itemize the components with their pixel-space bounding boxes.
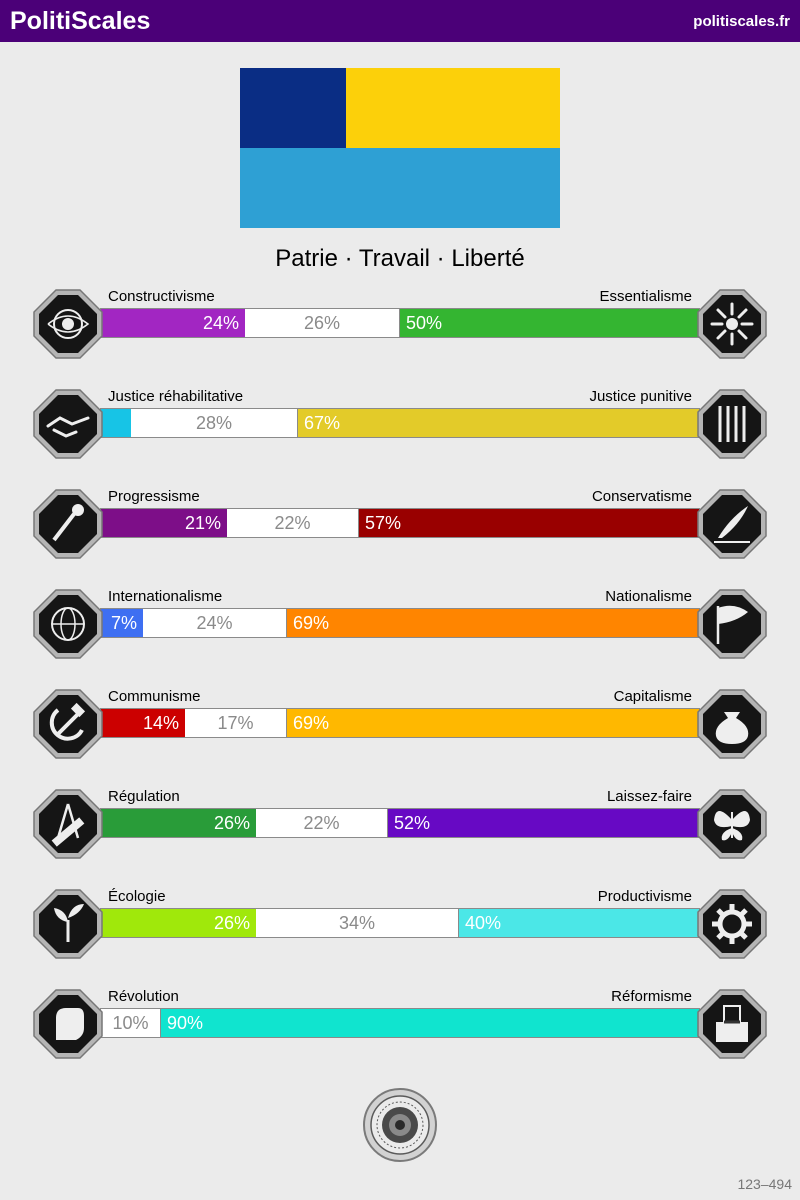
axis-bar [100,1008,700,1038]
axis-left-label: Constructivisme [108,288,215,305]
axis-row [0,788,800,868]
brand-title[interactable]: PolitiScales [10,7,151,35]
axis-row [0,688,800,768]
axis-bar [100,408,700,438]
result-motto: Patrie · Travail · Liberté [275,245,525,272]
axis-bar [100,908,700,938]
gear-icon[interactable] [696,888,768,960]
hammer-sickle-icon[interactable] [32,688,104,760]
result-flag [240,68,560,228]
axis-right-segment: 50% [400,309,699,337]
axis-neutral-segment: 10% [101,1009,161,1037]
axis-neutral-segment: 17% [185,709,287,737]
axis-right-segment: 40% [459,909,699,937]
axis-left-segment: 21% [101,509,227,537]
axis-right-label: Capitalisme [613,688,692,705]
axis-row [0,288,800,368]
ballot-box-icon[interactable] [696,988,768,1060]
butterfly-icon[interactable] [696,788,768,860]
axis-left-label: Justice réhabilitative [108,388,244,405]
axis-neutral-segment: 24% [143,609,287,637]
axis-bar [100,508,700,538]
seal-icon [362,1087,438,1163]
fist-icon[interactable] [32,988,104,1060]
axis-neutral-segment: 28% [131,409,298,437]
money-bag-icon[interactable] [696,688,768,760]
axis-right-label: Justice punitive [589,388,692,405]
ruler-compass-icon[interactable] [32,788,104,860]
result-code: 123–494 [737,1176,792,1192]
axis-left-segment: 26% [101,809,256,837]
flag-bottom-block [240,148,560,228]
axis-left-label: Régulation [108,788,180,805]
axis-left-segment: 24% [101,309,245,337]
flag-top-left-block [240,68,346,148]
axis-left-segment: 26% [101,909,256,937]
flower-icon[interactable] [696,288,768,360]
axis-left-label: Internationalisme [108,588,223,605]
axis-right-segment: 90% [161,1009,699,1037]
axis-right-label: Réformisme [611,988,692,1005]
axis-right-label: Productivisme [597,888,692,905]
axis-bar [100,308,700,338]
axis-neutral-segment: 26% [245,309,400,337]
axis-left-label: Communisme [108,688,201,705]
eye-icon[interactable] [32,288,104,360]
axis-left-label: Révolution [108,988,179,1005]
axis-right-label: Conservatisme [591,488,692,505]
axis-row [0,588,800,668]
axis-neutral-segment: 22% [227,509,359,537]
axis-left-segment: 7% [101,609,143,637]
axis-right-segment: 69% [287,709,699,737]
torch-icon[interactable] [32,488,104,560]
axis-row [0,488,800,568]
axis-right-segment: 52% [388,809,699,837]
axis-right-segment: 67% [298,409,699,437]
axis-left-label: Progressisme [108,488,200,505]
top-bar [0,0,800,42]
flag-top-right-block [346,68,560,148]
axis-neutral-segment: 22% [256,809,388,837]
site-link[interactable]: politiscales.fr [693,13,790,30]
axis-neutral-segment: 34% [256,909,459,937]
axis-left-label: Écologie [108,888,166,905]
axis-right-label: Nationalisme [605,588,692,605]
axis-bar [100,708,700,738]
handshake-icon[interactable] [32,388,104,460]
axis-row [0,988,800,1068]
axis-left-segment: 14% [101,709,185,737]
axis-right-segment: 69% [287,609,699,637]
sprout-icon[interactable] [32,888,104,960]
axis-bar [100,608,700,638]
prison-bars-icon[interactable] [696,388,768,460]
axis-right-segment: 57% [359,509,699,537]
axis-row [0,388,800,468]
flag-icon[interactable] [696,588,768,660]
axis-right-label: Laissez-faire [606,788,692,805]
axis-left-segment [101,409,131,437]
axis-bar [100,808,700,838]
axis-right-label: Essentialisme [599,288,692,305]
globe-icon[interactable] [32,588,104,660]
quill-icon[interactable] [696,488,768,560]
axis-row [0,888,800,968]
